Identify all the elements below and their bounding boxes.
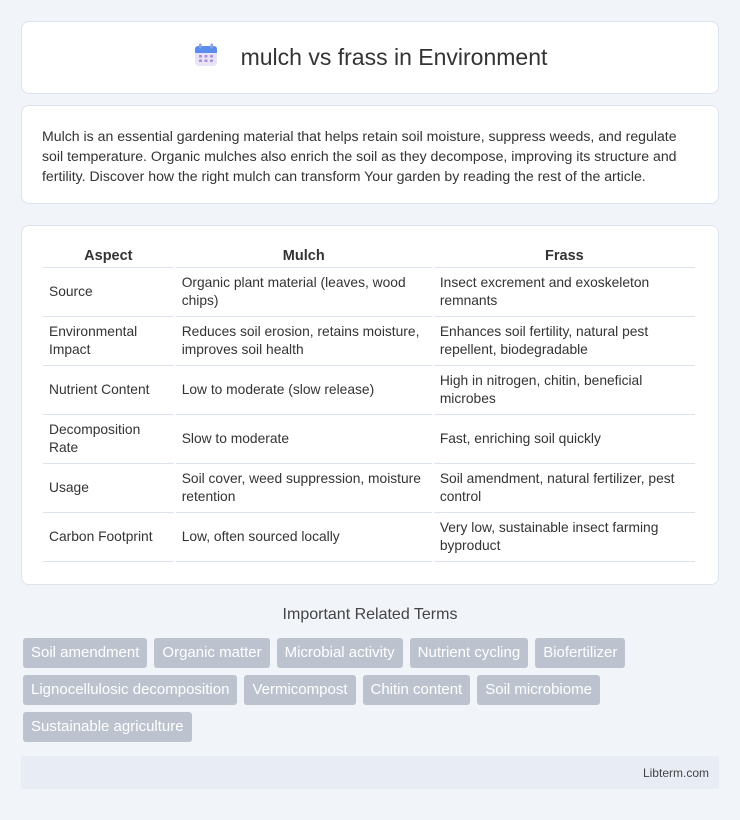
table-row <box>43 464 695 513</box>
cell-aspect: Nutrient Content <box>43 366 174 415</box>
comparison-table <box>41 246 697 562</box>
cell-frass: Insect excrement and exoskeleton remnants <box>434 268 695 317</box>
cell-mulch: Soil cover, weed suppression, moisture retention <box>176 464 432 513</box>
tag-lignocellulosic-decomposition[interactable]: Lignocellulosic decomposition <box>23 675 237 705</box>
page-title: mulch vs frass in Environment <box>240 44 548 70</box>
cell-aspect: Usage <box>43 464 174 513</box>
cell-mulch: Reduces soil erosion, retains moisture, improves soil health <box>176 317 432 366</box>
tag-microbial-activity[interactable]: Microbial activity <box>277 638 403 668</box>
footer <box>21 756 719 789</box>
header-card <box>21 21 719 94</box>
tag-soil-amendment[interactable]: Soil amendment <box>23 638 147 668</box>
cell-mulch: Organic plant material (leaves, wood chips) <box>176 268 432 317</box>
table-row <box>43 513 695 562</box>
header-aspect: Aspect <box>43 246 174 268</box>
cell-frass: High in nitrogen, chitin, beneficial microbes <box>434 366 695 415</box>
cell-mulch: Low to moderate (slow release) <box>176 366 432 415</box>
cell-frass: Fast, enriching soil quickly <box>434 415 695 464</box>
cell-aspect: Source <box>43 268 174 317</box>
tag-biofertilizer[interactable]: Biofertilizer <box>535 638 625 668</box>
calendar-icon <box>193 42 219 73</box>
table-row <box>43 415 695 464</box>
header <box>193 42 548 73</box>
cell-frass: Enhances soil fertility, natural pest repellent, biodegradable <box>434 317 695 366</box>
tag-nutrient-cycling[interactable]: Nutrient cycling <box>410 638 529 668</box>
cell-aspect: Environmental Impact <box>43 317 174 366</box>
tag-soil-microbiome[interactable]: Soil microbiome <box>477 675 600 705</box>
cell-aspect: Carbon Footprint <box>43 513 174 562</box>
table-row <box>43 366 695 415</box>
cell-frass: Soil amendment, natural fertilizer, pest control <box>434 464 695 513</box>
tag-chitin-content[interactable]: Chitin content <box>363 675 471 705</box>
header-mulch: Mulch <box>176 246 432 268</box>
footer-site-link[interactable]: Libterm.com <box>642 765 709 780</box>
cell-mulch: Slow to moderate <box>176 415 432 464</box>
tag-vermicompost[interactable]: Vermicompost <box>244 675 355 705</box>
cell-mulch: Low, often sourced locally <box>176 513 432 562</box>
table-row <box>43 268 695 317</box>
intro-text: Mulch is an essential gardening material that helps retain soil moisture, suppress weeds, and regulate soil temperature. Organic mulches also enrich the soil as they decompose, improving its structure and fertility. Discover how the right mulch can transform Your garden by reading the rest of the article. <box>42 128 677 184</box>
comparison-card <box>21 225 719 585</box>
related-terms-title: Important Related Terms <box>282 606 458 623</box>
table-header-row <box>43 246 695 268</box>
cell-aspect: Decomposition Rate <box>43 415 174 464</box>
header-frass: Frass <box>434 246 695 268</box>
intro-card <box>21 105 719 204</box>
tag-sustainable-agriculture[interactable]: Sustainable agriculture <box>23 712 192 742</box>
table-row <box>43 317 695 366</box>
related-terms-list <box>23 638 723 742</box>
cell-frass: Very low, sustainable insect farming byproduct <box>434 513 695 562</box>
tag-organic-matter[interactable]: Organic matter <box>154 638 269 668</box>
